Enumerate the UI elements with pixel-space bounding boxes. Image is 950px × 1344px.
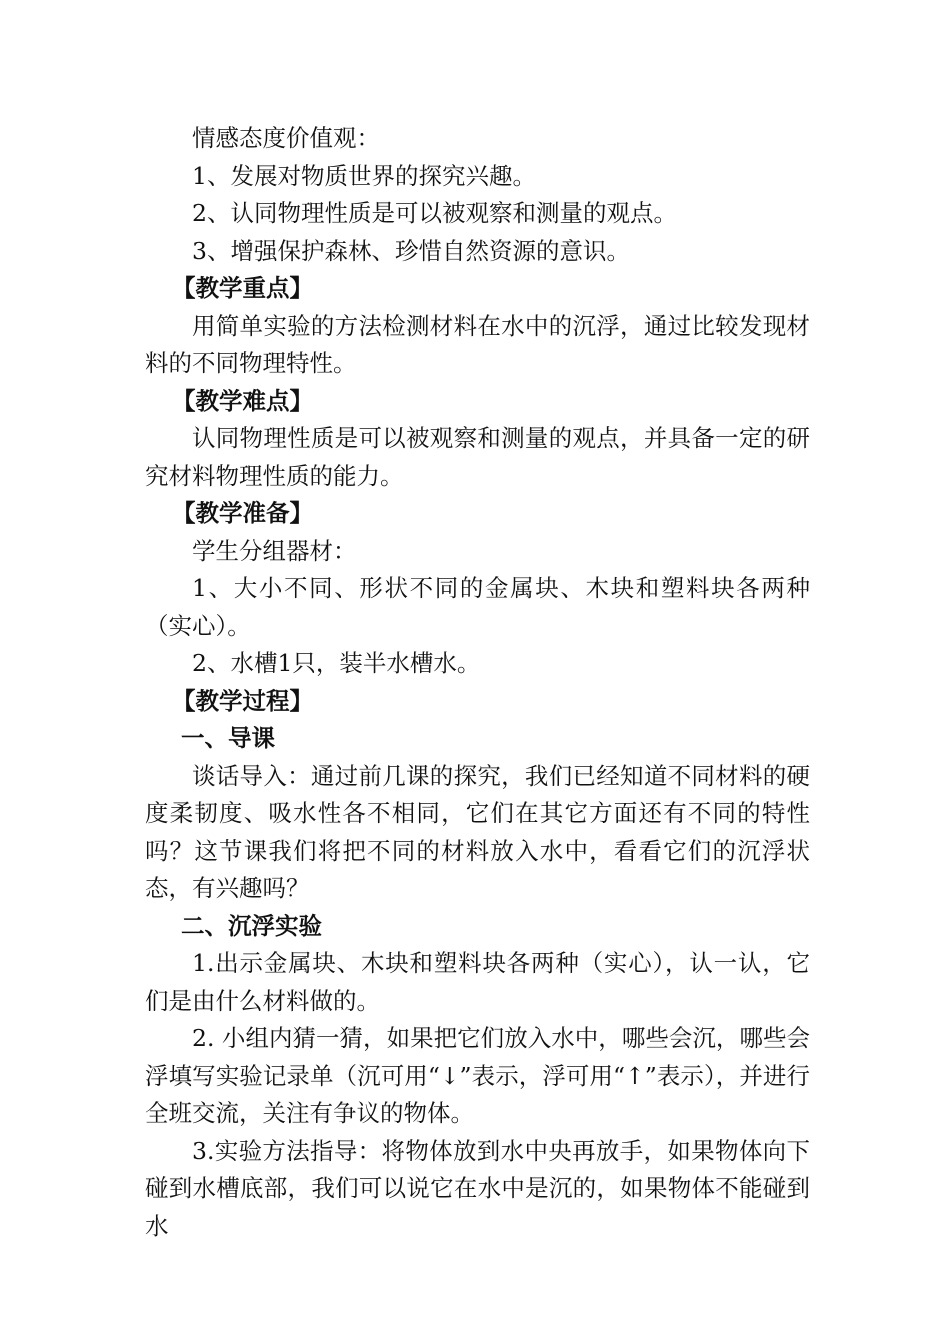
key-points-heading: 【教学重点】 xyxy=(172,274,313,302)
preparation-item-1: 1、大小不同、形状不同的金属块、木块和塑料块各两种（实心）。 xyxy=(145,574,810,640)
part2-heading: 二、沉浮实验 xyxy=(181,911,322,940)
part2-step-3: 3.实验方法指导：将物体放到水中央再放手，如果物体向下碰到水槽底部，我们可以说它在水中是沉的，如果物体不能碰到水 xyxy=(145,1136,810,1240)
process-heading: 【教学过程】 xyxy=(172,686,313,715)
emotion-item-1: 1、发展对物质世界的探究兴趣。 xyxy=(192,161,536,190)
part1-text: 谈话导入：通过前几课的探究，我们已经知道不同材料的硬度柔韧度、吸水性各不相同，它们在其它方面还有不同的特性吗？这节课我们将把不同的材料放入水中，看看它们的沉浮状态，有兴趣吗？ xyxy=(145,761,810,902)
emotion-item-3: 3、增强保护森林、珍惜自然资源的意识。 xyxy=(192,236,630,265)
part2-step-2: 2. 小组内猜一猜，如果把它们放入水中，哪些会沉，哪些会浮填写实验记录单（沉可用“↓”表示，浮可用“↑”表示），并进行全班交流，关注有争议的物体。 xyxy=(145,1024,810,1127)
document-body xyxy=(145,120,810,1245)
preparation-intro: 学生分组器材： xyxy=(192,536,357,565)
emotion-item-2: 2、认同物理性质是可以被观察和测量的观点。 xyxy=(192,199,677,227)
preparation-heading: 【教学准备】 xyxy=(172,499,313,527)
difficulties-heading: 【教学难点】 xyxy=(172,386,313,415)
part1-heading: 一、导课 xyxy=(181,724,275,752)
key-points-text: 用简单实验的方法检测材料在水中的沉浮，通过比较发现材料的不同物理特性。 xyxy=(145,311,810,377)
difficulties-text: 认同物理性质是可以被观察和测量的观点，并具备一定的研究材料物理性质的能力。 xyxy=(145,424,810,490)
part2-step-1: 1.出示金属块、木块和塑料块各两种（实心），认一认，它们是由什么材料做的。 xyxy=(145,949,810,1015)
preparation-item-2: 2、水槽1只，装半水槽水。 xyxy=(192,649,481,677)
emotion-title: 情感态度价值观： xyxy=(192,124,380,152)
